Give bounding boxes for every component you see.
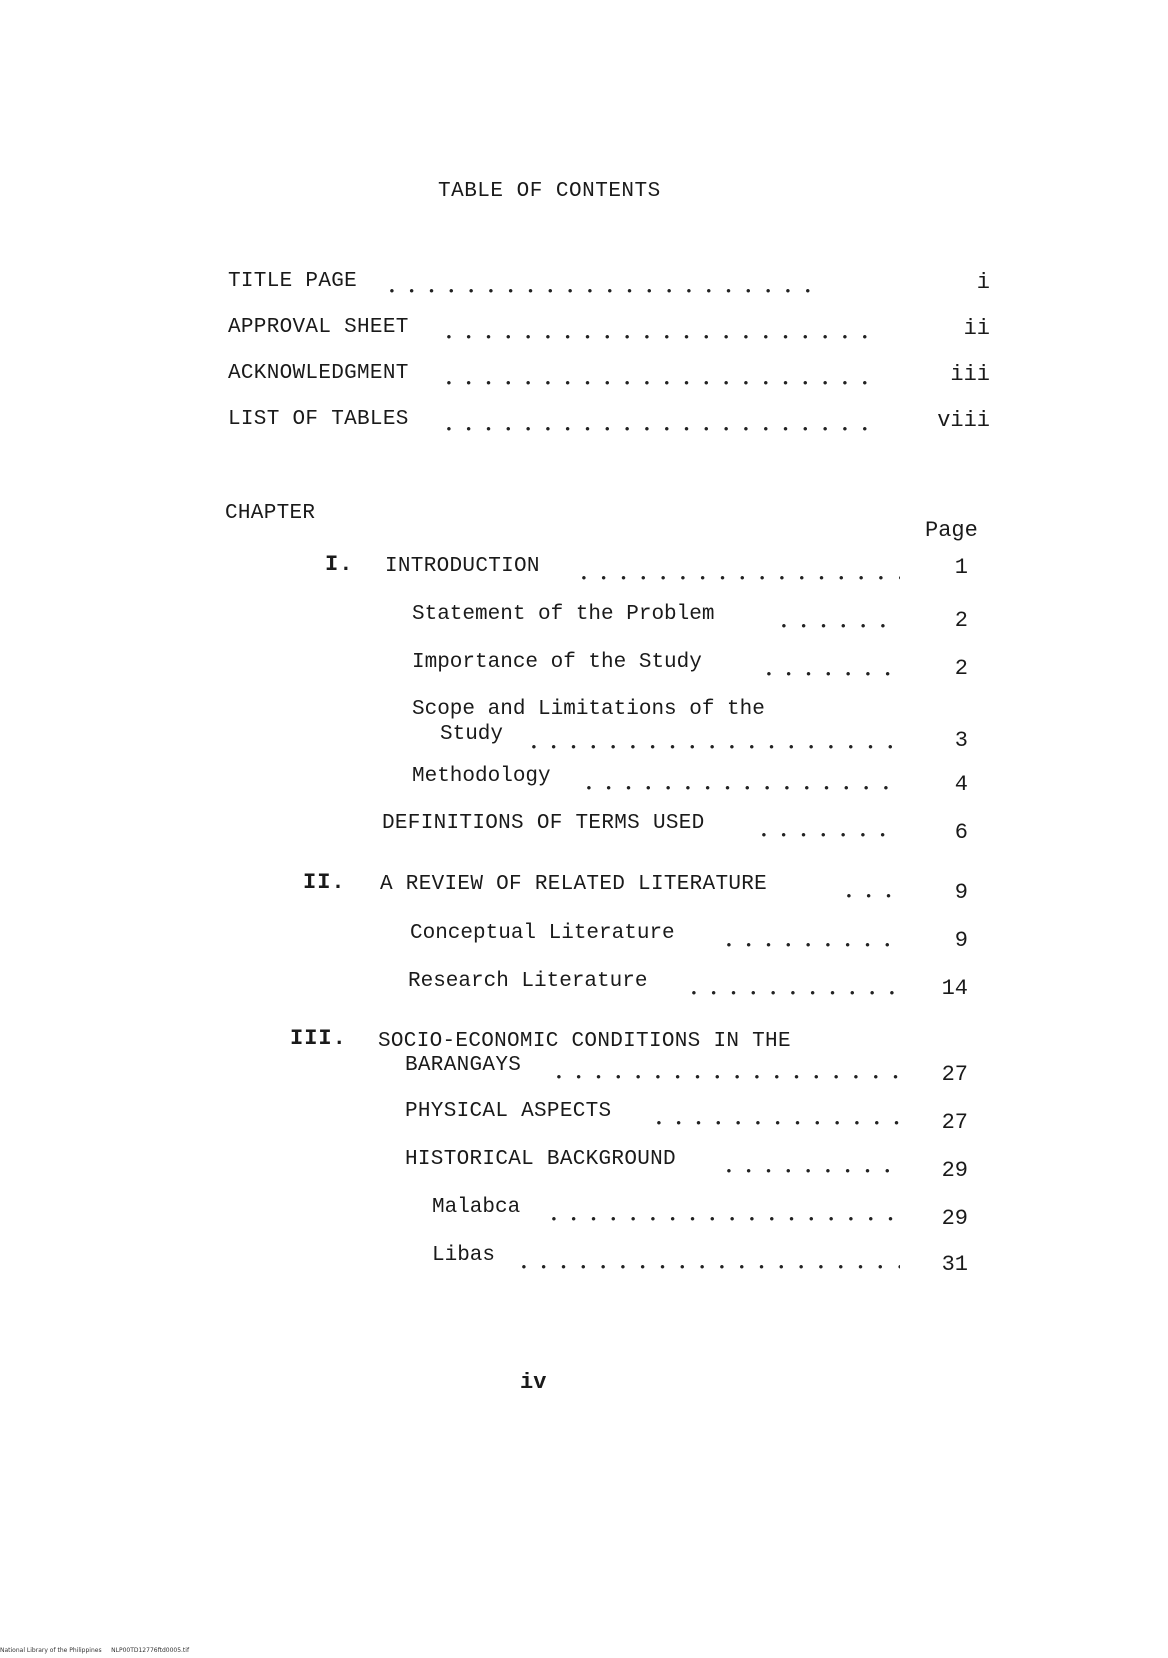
leader-dots [655,1114,900,1130]
leader-dots [585,779,900,795]
chapter-header: CHAPTER [225,502,316,525]
toc-label: ACKNOWLEDGMENT [228,362,409,385]
chapter-numeral: II. [303,870,346,895]
credit-library: National Library of the Philippines [0,1647,102,1654]
section-page: 27 [941,1110,968,1135]
section-label: Methodology [412,765,551,788]
section-page: 2 [954,656,968,681]
section-page: 4 [954,772,968,797]
toc-label: TITLE PAGE [228,270,358,293]
section-label: Statement of the Problem [412,603,715,626]
section-page: 6 [954,820,968,845]
toc-label: APPROVAL SHEET [228,316,409,339]
leader-dots [388,282,908,298]
toc-label: LIST OF TABLES [228,408,409,431]
section-label: Conceptual Literature [410,922,675,945]
leader-dots [555,1068,900,1084]
chapter-title: A REVIEW OF RELATED LITERATURE [380,873,768,896]
section-label: HISTORICAL BACKGROUND [405,1148,676,1171]
chapter-page: 1 [954,555,968,580]
chapter-title: INTRODUCTION [385,555,540,578]
leader-dots [725,1162,900,1178]
section-label: PHYSICAL ASPECTS [405,1100,612,1123]
leader-dots [580,569,900,585]
page-header: Page [925,518,978,543]
leader-dots [445,328,905,344]
leader-dots [530,738,900,754]
leader-dots [845,887,900,903]
toc-page: viii [937,408,990,433]
page-number: iv [520,1370,547,1395]
leader-dots [550,1210,900,1226]
leader-dots [760,826,900,842]
section-page: 14 [941,976,968,1001]
leader-dots [765,665,900,681]
section-label: Malabca [432,1196,521,1219]
toc-page: i [976,270,990,295]
leader-dots [520,1258,900,1274]
page-title: TABLE OF CONTENTS [438,180,661,203]
section-label: Scope and Limitations of the [412,698,765,721]
section-page: 3 [954,728,968,753]
chapter-numeral: III. [290,1026,347,1051]
scan-credit [0,1647,189,1654]
toc-page: ii [963,316,990,341]
leader-dots [690,984,900,1000]
section-label-continued: Study [440,723,504,746]
section-page: 29 [941,1158,968,1183]
leader-dots [725,936,900,952]
chapter-page: 9 [954,880,968,905]
chapter-title-continued: BARANGAYS [405,1054,522,1077]
credit-file: NLP00TD12776ftd0005.tif [111,1647,190,1654]
section-label: Research Literature [408,970,648,993]
leader-dots [445,420,905,436]
section-label: Libas [432,1244,496,1267]
section-page: 9 [954,928,968,953]
section-page: 29 [941,1206,968,1231]
chapter-page: 27 [941,1062,968,1087]
toc-page: iii [950,362,990,387]
leader-dots [780,617,900,633]
section-label: Importance of the Study [412,651,702,674]
section-page: 31 [941,1252,968,1277]
chapter-numeral: I. [325,552,354,577]
leader-dots [445,374,920,390]
chapter-title: SOCIO-ECONOMIC CONDITIONS IN THE [378,1030,791,1053]
section-page: 2 [954,608,968,633]
section-label: DEFINITIONS OF TERMS USED [382,812,705,835]
